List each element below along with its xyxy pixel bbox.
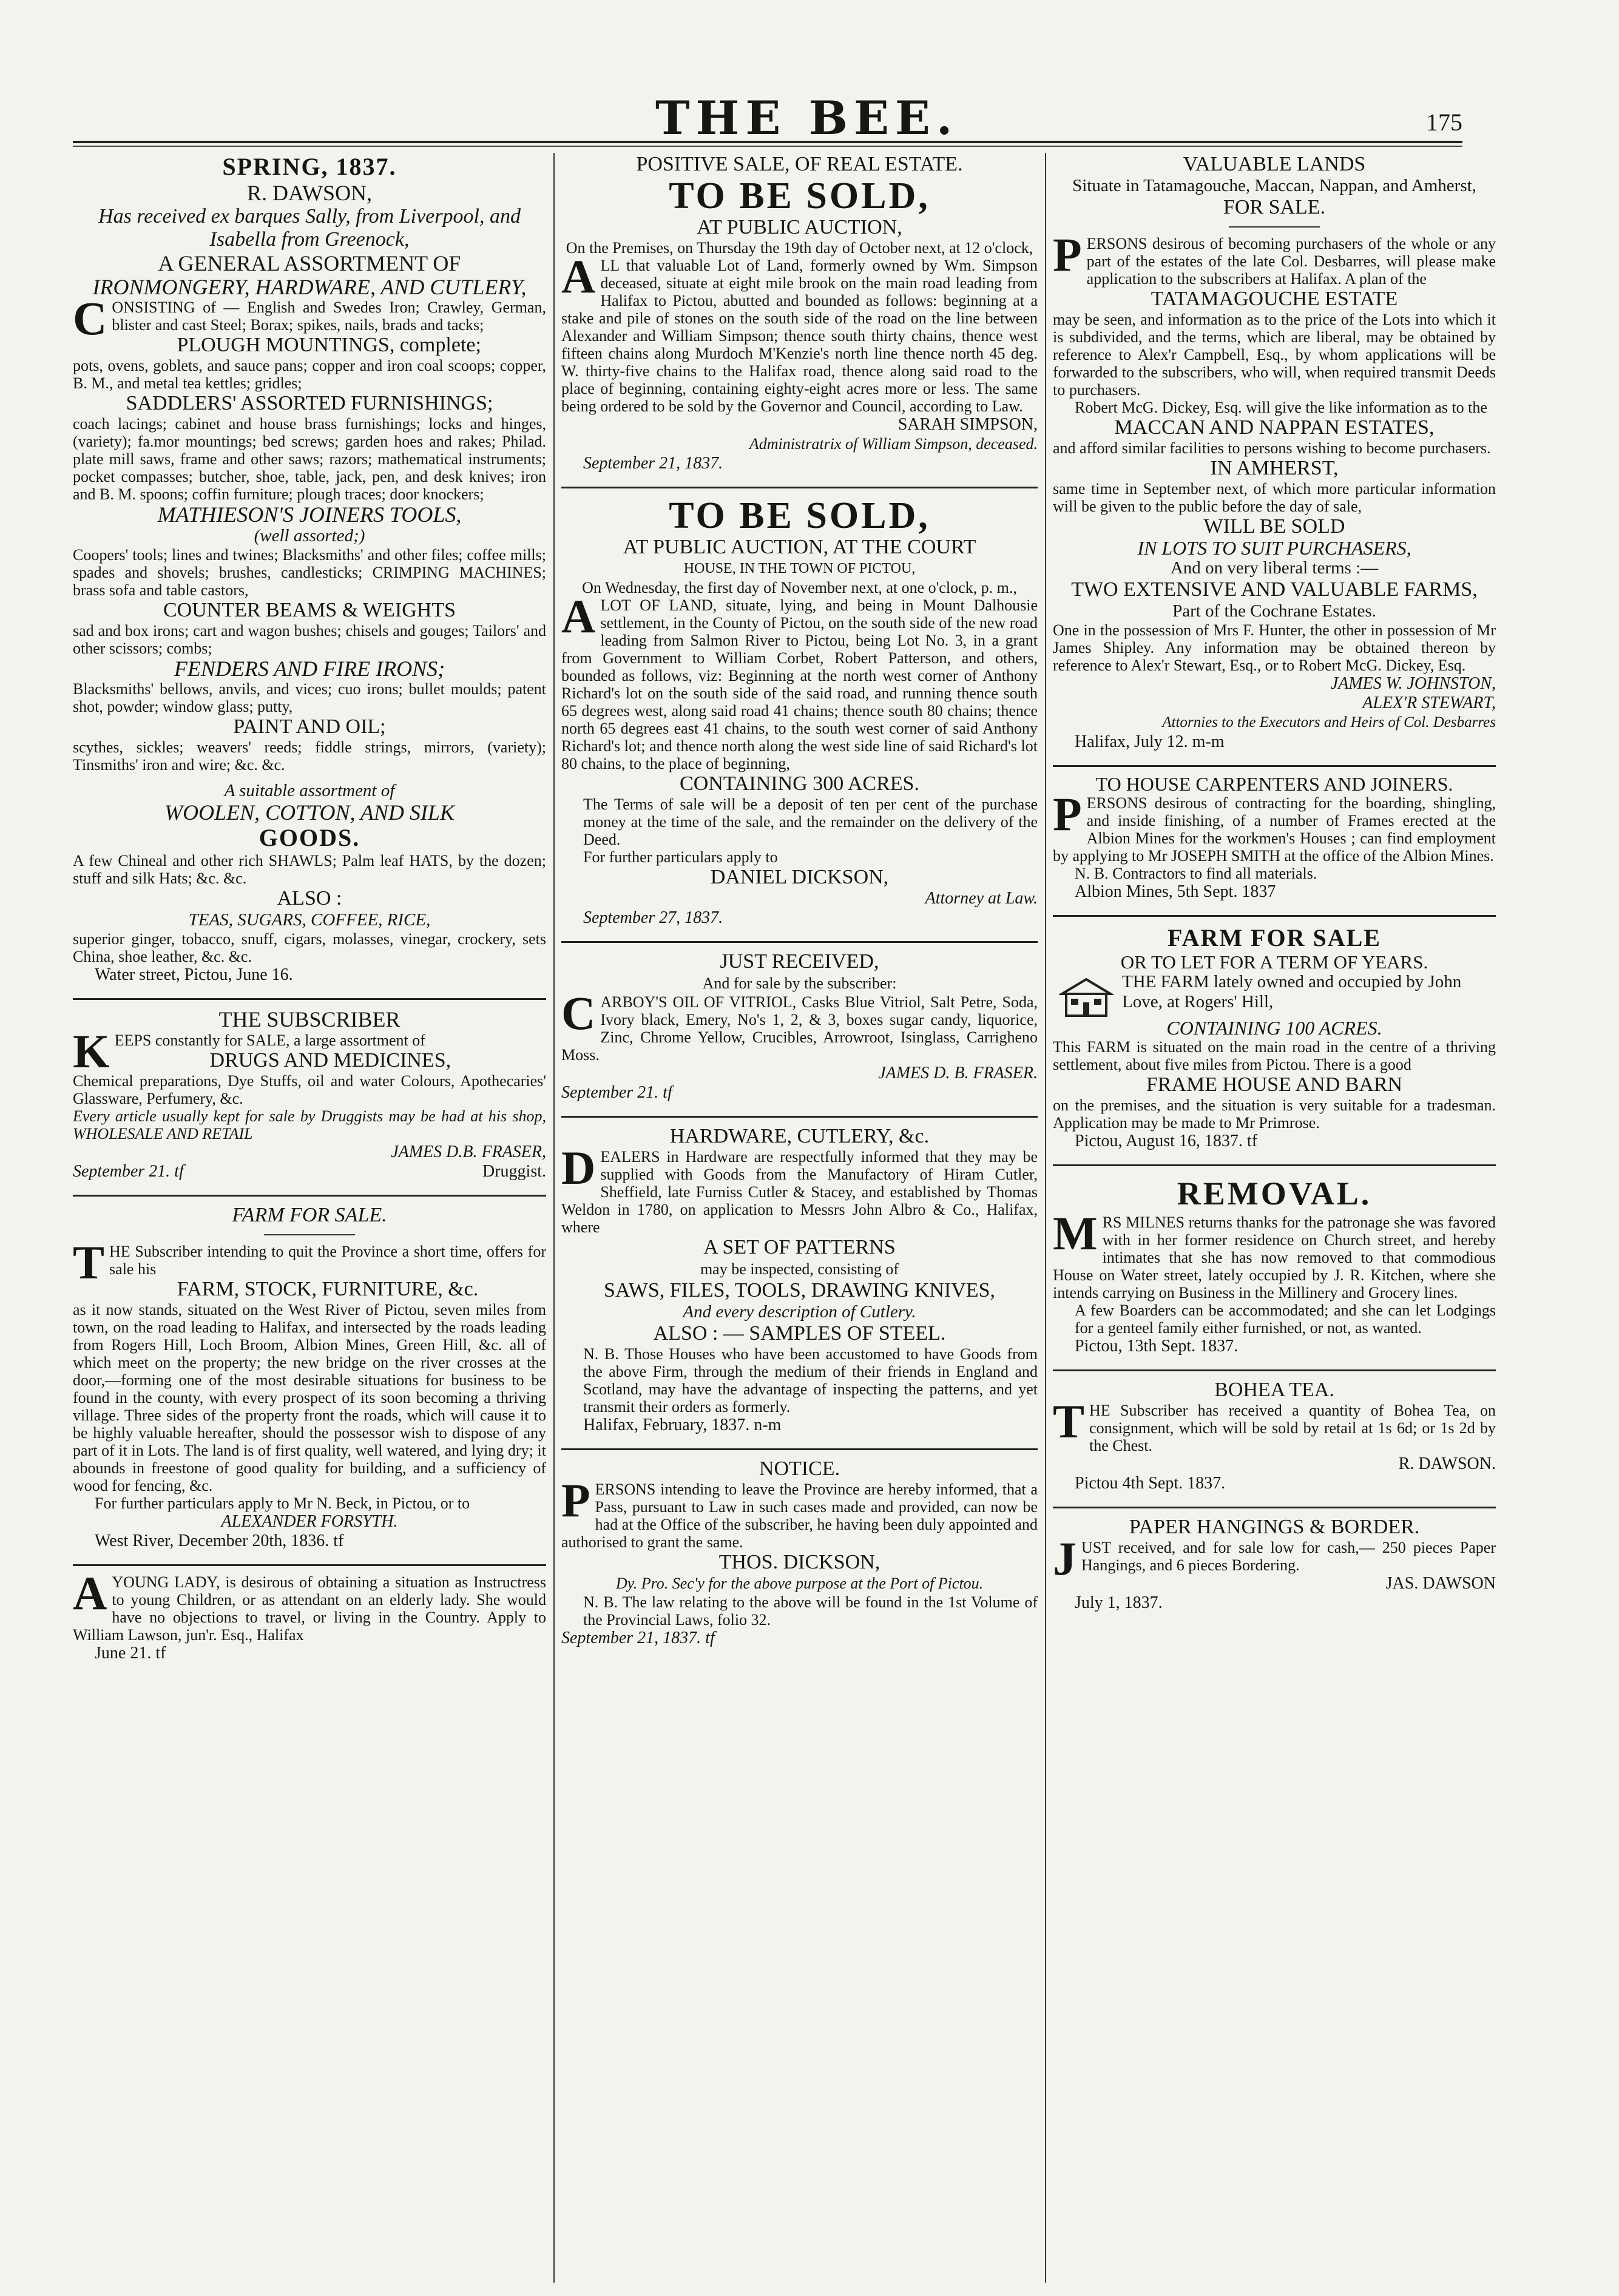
drop-cap: C (73, 292, 107, 345)
ad-rule (1229, 226, 1320, 228)
ad-signature: ALEX'R STEWART, (1362, 694, 1496, 712)
ad-subheading: SAWS, FILES, TOOLS, DRAWING KNIVES, (604, 1279, 995, 1302)
ad-signature: DANIEL DICKSON, (710, 866, 889, 888)
ad-note: (well assorted;) (254, 526, 365, 545)
ad-heading: SPRING, 1837. (222, 153, 397, 180)
ad-signature: JAS. DAWSON (1385, 1574, 1496, 1593)
ad-subheading: IRONMONGERY, HARDWARE, AND CUTLERY, (92, 275, 527, 299)
ad-subheading: And for sale by the subscriber: (702, 974, 897, 992)
ad-date: Albion Mines, 5th Sept. 1837 (1075, 882, 1276, 901)
ad-separator (1053, 1164, 1496, 1166)
ad-body: UST received, and for sale low for cash,— 250 pieces Paper Hangings, and 6 pieces Bordering. (1081, 1539, 1496, 1574)
ad-drugs (73, 1007, 546, 1187)
ad-body: Every article usually kept for sale by Druggists may be had at his shop, WHOLESALE AND RETAIL (73, 1107, 546, 1143)
drop-cap: T (1053, 1395, 1085, 1448)
ad-subheading: FENDERS AND FIRE IRONS; (174, 657, 445, 681)
ad-subheading: PLOUGH MOUNTINGS, complete; (177, 334, 481, 356)
drop-cap: A (561, 590, 596, 643)
ad-farm-for-sale (73, 1204, 546, 1557)
ad-subheading: SADDLERS' ASSORTED FURNISHINGS; (126, 392, 493, 414)
ad-subheading: ALSO : (277, 887, 342, 910)
ad-separator (1053, 1369, 1496, 1371)
ad-subheading: And on very liberal terms :— (1170, 558, 1379, 578)
drop-cap: P (561, 1474, 590, 1527)
ad-separator (73, 1195, 546, 1197)
ad-body: Blacksmiths' bellows, anvils, and vices; cuo irons; bullet moulds; patent shot, powder; window glass; putty, (73, 680, 546, 715)
ad-body: ONSISTING of — English and Swedes Iron; Crawley, German, blister and cast Steel; Borax; spikes, nails, brads and tacks; (112, 299, 546, 334)
house-icon (1059, 976, 1114, 1018)
ad-body: YOUNG LADY, is desirous of obtaining a situation as Instructress to young Children, or as attendant on an elderly lady. She would have no objections to travel, or living in the Country. Apply to William Lawson, jun'r. Esq., Halifax (73, 1573, 546, 1644)
ad-date: September 21, 1837. tf (561, 1629, 715, 1647)
ad-date: September 21. tf (561, 1083, 672, 1102)
column-right (1053, 153, 1496, 1619)
ad-body: as it now stands, situated on the West River of Pictou, seven miles from town, on the road leading to Halifax, and intersected by the roads leading from Rogers Hill, Loch Broom, Albion Mines, Green Hill, &c. all of which meet on the property; the new bridge on the river crosses at the door,—forming one of the most desirable situations for business to be found in the county, with every prospect of its soon becoming a thriving village. Three sides of the property front the roads, which will cause it to be highly valuable hereafter, should the possessor wish to dispose of any part of it in Lots. The land is of first quality, well watered, and lying dry; it abounds in freestone of good quality for building, and a sufficiency of wood for fencing, &c. (73, 1301, 546, 1494)
ad-signature: THOS. DICKSON, (718, 1551, 880, 1573)
ad-young-lady (73, 1567, 546, 1669)
ad-separator (1053, 765, 1496, 767)
ad-subheading: AT PUBLIC AUCTION, (697, 216, 902, 238)
ad-subheading: TATAMAGOUCHE ESTATE (1151, 288, 1398, 310)
ad-heading: HARDWARE, CUTLERY, &c. (669, 1125, 930, 1147)
ad-body: For further particulars apply to Mr N. Beck, in Pictou, or to (95, 1494, 470, 1512)
ad-heading: JUST RECEIVED, (720, 950, 879, 973)
ad-body: superior ginger, tobacco, snuff, cigars, molasses, vinegar, crockery, sets China, shoe leather, &c. &c. (73, 930, 546, 965)
ad-body: HE Subscriber intending to quit the Province a short time, offers for sale his (109, 1243, 546, 1278)
ad-subheading: PAINT AND OIL; (233, 715, 386, 738)
ad-when: On Wednesday, the first day of November next, at one o'clock, p. m., (582, 579, 1017, 596)
column-middle (561, 153, 1038, 1654)
ad-body: sad and box irons; cart and wagon bushes; chisels and gouges; Tailors' and other scissors; combs; (73, 622, 546, 657)
ad-date: June 21. tf (95, 1644, 166, 1663)
ad-spring-dawson (73, 153, 546, 991)
ad-subheading: CONTAINING 300 ACRES. (680, 772, 919, 795)
ad-date: Pictou 4th Sept. 1837. (1075, 1474, 1226, 1493)
ad-subheading: IN AMHERST, (1210, 457, 1339, 479)
ad-hardware-cutlery (561, 1125, 1038, 1441)
ad-signature: JAMES W. JOHNSTON, (1330, 674, 1496, 693)
ad-subheading: may be inspected, consisting of (700, 1260, 899, 1278)
ad-heading: THE SUBSCRIBER (218, 1007, 401, 1032)
ad-body: ERSONS desirous of becoming purchasers of the whole or any part of the estates of the late Col. Desbarres, will please make application to the subscribers at Halifax. A plan of the (1086, 235, 1496, 288)
ad-rule (264, 1234, 355, 1235)
ad-court-house-sale (561, 496, 1038, 934)
ad-signature: SARAH SIMPSON, (897, 415, 1038, 434)
ad-heading: REMOVAL. (1177, 1175, 1372, 1212)
ad-date: Halifax, February, 1837. n-m (583, 1416, 782, 1434)
ad-separator (561, 1116, 1038, 1118)
ad-role: Druggist. (482, 1162, 546, 1181)
ad-separator (1053, 915, 1496, 917)
drop-cap: J (1053, 1532, 1077, 1585)
ad-just-received (561, 950, 1038, 1109)
drop-cap: P (1053, 788, 1082, 840)
ad-subheading: COUNTER BEAMS & WEIGHTS (163, 599, 456, 621)
drop-cap: C (561, 987, 596, 1039)
ad-body: LL that valuable Lot of Land, formerly owned by Wm. Simpson deceased, situate at eight mile brook on the main road leading from Halifax to Pictou, abutted and bounded as follows: beginning at a stake and pile of stones on the south side of the road on the line between Alexander and William Simpson; thence south thirty chains, thence west fifteen chains along Murdoch M'Kenzie's north line thence north 45 deg. W. thirty-five chains to the Halifax road, thence along said road to the place of beginning, containing eighty-eight acres more or less. The same being ordered to be sold by the Governor and Council, according to Law. (561, 257, 1038, 415)
ad-house-carpenters (1053, 774, 1496, 908)
ad-body: scythes, sickles; weavers' reeds; fiddle strings, mirrors, (variety); Tinsmiths' iron and wire; &c. &c. (73, 738, 546, 774)
ad-body: and afford similar facilities to persons wishing to become purchasers. (1053, 439, 1491, 457)
newspaper-title: THE BEE. (655, 91, 959, 145)
drop-cap: A (561, 250, 596, 303)
ad-subheading: MATHIESON'S JOINERS TOOLS, (157, 502, 462, 527)
ad-tagline: Has received ex barques Sally, from Liverpool, and Isabella from Greenock, (98, 205, 521, 251)
ad-subheading: HOUSE, IN THE TOWN OF PICTOU, (683, 561, 916, 576)
ad-subheading: WOOLEN, COTTON, AND SILK (164, 800, 455, 825)
ad-role: Attorney at Law. (925, 889, 1038, 908)
ad-separator (561, 1448, 1038, 1450)
ad-subheading: A GENERAL ASSORTMENT OF (158, 251, 461, 275)
ad-subheading: Part of the Cochrane Estates. (1172, 601, 1376, 621)
ad-removal (1053, 1173, 1496, 1362)
ad-body: The Terms of sale will be a deposit of ten per cent of the purchase money at the time of the sale, and the remainder on the delivery of the Deed. (583, 795, 1038, 848)
ad-body: Chemical preparations, Dye Stuffs, oil and water Colours, Apothecaries' Glassware, Perfumery, &c. (73, 1072, 546, 1107)
ad-subheading: CONTAINING 100 ACRES. (1166, 1017, 1382, 1039)
ad-headline: TO BE SOLD, (669, 495, 930, 536)
ad-when: On the Premises, on Thursday the 19th day of October next, at 12 o'clock, (566, 239, 1033, 257)
ad-date: September 27, 1837. (583, 908, 723, 927)
ad-subheading: TEAS, SUGARS, COFFEE, RICE, (188, 910, 431, 930)
ad-heading: BOHEA TEA. (1214, 1379, 1334, 1401)
drop-cap: P (1053, 228, 1082, 281)
drop-cap: D (561, 1141, 596, 1194)
masthead (67, 91, 1462, 145)
ad-separator (561, 941, 1038, 943)
ad-note: A suitable assortment of (224, 781, 395, 800)
ad-body: Robert McG. Dickey, Esq. will give the like information as to the (1075, 399, 1487, 416)
ad-subheading: A SET OF PATTERNS (703, 1236, 896, 1258)
ad-body: EEPS constantly for SALE, a large assortment of (114, 1032, 425, 1049)
ad-body: A few Boarders can be accommodated; and she can let Lodgings for a genteel family either furnished, or not, as wanted. (1075, 1302, 1496, 1337)
ad-date: Pictou, August 16, 1837. tf (1075, 1132, 1258, 1150)
ad-subheading: WILL BE SOLD (1203, 515, 1345, 538)
ad-date: Pictou, 13th Sept. 1837. (1075, 1337, 1239, 1356)
ad-body: One in the possession of Mrs F. Hunter, the other in possession of Mr James Shipley. Any information may be obtained thereon by reference to Alex'r Stewart, Esq., or to Robert McG. Dickey, Esq. (1053, 621, 1496, 674)
ad-role: Administratrix of William Simpson, deceased. (749, 435, 1038, 453)
ad-body: N. B. The law relating to the above will be found in the 1st Volume of the Provincial Laws, folio 32. (583, 1593, 1038, 1629)
column-left (73, 153, 546, 1669)
ad-bohea-tea (1053, 1379, 1496, 1499)
ad-body: RS MILNES returns thanks for the patronage she was favored with in her former residence on Church street, and hereby intimates that she has now removed to that commodious House on Water street, lately occupied by J. R. Kitchen, where she intends carrying on Business in the Millinery and Grocery lines. (1053, 1214, 1496, 1302)
drop-cap: A (73, 1567, 107, 1619)
header-rule (73, 141, 1462, 147)
ad-footer: West River, December 20th, 1836. tf (95, 1531, 344, 1550)
ad-subheading: FRAME HOUSE AND BARN (1146, 1073, 1403, 1096)
ad-body: on the premises, and the situation is very suitable for a tradesman. Application may be made to Mr Primrose. (1053, 1096, 1496, 1132)
ad-body: LOT OF LAND, situate, lying, and being in Mount Dalhousie settlement, in the County of Pictou, on the south side of the new road leading from Salmon River to Pictou, being Lot No. 3, in a grant from Government to William Corbet, Robert Patterson, and others, bounded as follows, viz: Beginning at the north west corner of Anthony Richard's lot on the south side of the said road, and running thence south 65 degrees west, along said road 41 chains; thence south 80 chains; thence north 65 degrees east 41 chains, to the south west corner of said Anthony Richard's lot; and thence north along the west side line of said Richard's lot 80 chains, to the place of beginning, (561, 596, 1038, 772)
ad-paper-hangings (1053, 1516, 1496, 1619)
column-divider (553, 153, 555, 2283)
ad-subheading: FOR SALE. (1223, 196, 1326, 218)
ad-subheading: TWO EXTENSIVE AND VALUABLE FARMS, (1071, 578, 1478, 601)
ad-footer: Water street, Pictou, June 16. (95, 965, 293, 984)
ad-body: pots, ovens, goblets, and sauce pans; copper and iron coal scoops; copper, B. M., and metal tea kettles; gridles; (73, 357, 546, 392)
ad-body: Coopers' tools; lines and twines; Blacksmiths' and other files; coffee mills; spades and shovels; brushes, candlesticks; CRIMPING MACHINES; brass sofa and table castors, (73, 546, 546, 599)
drop-cap: T (73, 1236, 105, 1289)
column-divider (1045, 153, 1046, 2283)
ad-body: A few Chineal and other rich SHAWLS; Palm leaf HATS, by the dozen; stuff and silk Hats; &c. &c. (73, 852, 546, 887)
ad-signature: R. DAWSON. (1398, 1454, 1496, 1473)
ad-date: September 21. tf (73, 1162, 184, 1181)
ad-body: This FARM is situated on the main road in the centre of a thriving settlement, about five miles from Pictou. There is a good (1053, 1038, 1496, 1073)
ad-role: Dy. Pro. Sec'y for the above purpose at the Port of Pictou. (615, 1575, 984, 1592)
ad-body: ARBOY'S OIL OF VITRIOL, Casks Blue Vitriol, Salt Petre, Soda, Ivory black, Emery, No's 1, 2, & 3, boxes sugar candy, liquorice, Zinc, Chrome Yellow, Crucibles, Arrowroot, Isinglass, Carrigheno Moss. (561, 993, 1038, 1064)
ad-date: Halifax, July 12. m-m (1075, 732, 1225, 751)
ad-signature: JAMES D. B. FRASER. (878, 1064, 1038, 1082)
ad-body: ERSONS intending to leave the Province are hereby informed, that a Pass, pursuant to Law in such cases made and provided, can now be had at the Office of the subscriber, he having been duly appointed and authorised to grant the same. (561, 1481, 1038, 1551)
ad-subheading: OR TO LET FOR A TERM OF YEARS. (1120, 951, 1428, 973)
ad-notice (561, 1457, 1038, 1654)
drop-cap: K (73, 1025, 110, 1078)
ad-heading: POSITIVE SALE, OF REAL ESTATE. (636, 153, 963, 175)
ad-heading: FARM FOR SALE (1168, 924, 1381, 951)
ad-subheading: IN LOTS TO SUIT PURCHASERS, (1137, 537, 1411, 559)
drop-cap: M (1053, 1207, 1098, 1260)
ad-positive-sale (561, 153, 1038, 479)
ad-role: Attornies to the Executors and Heirs of Col. Desbarres (1162, 714, 1496, 731)
page-number: 175 (1426, 109, 1462, 136)
ad-subheading: MACCAN AND NAPPAN ESTATES, (1114, 416, 1435, 439)
ad-body: ERSONS desirous of contracting for the boarding, shingling, and inside finishing, of a number of Frames erected at the Albion Mines for the workmen's Houses ; can find employment by applying to Mr JOSEPH SMITH at the office of the Albion Mines. (1053, 794, 1496, 865)
ad-valuable-lands (1053, 153, 1496, 758)
ad-farm-for-sale-or-let (1053, 924, 1496, 1157)
ad-subheading: AT PUBLIC AUCTION, AT THE COURT (623, 536, 976, 558)
ad-date: September 21, 1837. (583, 454, 723, 473)
ad-heading: VALUABLE LANDS (1183, 153, 1366, 175)
ad-body: HE Subscriber has received a quantity of Bohea Tea, on consignment, which will be sold by retail at 1s 6d; or 1s 2d by the Chest. (1089, 1402, 1496, 1454)
ad-separator (561, 487, 1038, 488)
ad-body: N. B. Those Houses who have been accustomed to have Goods from the above Firm, through the medium of their friends in England and Scotland, may have the advantage of inspecting the patterns, and yet transmit their orders as formerly. (583, 1345, 1038, 1416)
ad-subheading: GOODS. (259, 824, 360, 851)
ad-body: coach lacings; cabinet and house brass furnishings; locks and hinges, (variety); fa.mor mountings; bed screws; garden hoes and rakes; Philad. plate mill saws, frame and other saws; razors; mathematical instruments; pocket compasses; butcher, shoe, table, jack, pen, and desk knives; iron and B. M. spoons; coffin furniture; plough traces; door knockers; (73, 415, 546, 503)
ad-heading: NOTICE. (759, 1457, 840, 1480)
ad-subheading: FARM, STOCK, FURNITURE, &c. (177, 1278, 479, 1300)
ad-body: N. B. Contractors to find all materials. (1075, 865, 1317, 882)
ad-body: THE FARM lately owned and occupied by John Love, at Rogers' Hill, (1122, 972, 1462, 1011)
ad-headline: TO BE SOLD, (669, 175, 930, 217)
ad-body: may be seen, and information as to the price of the Lots into which it is subdivided, and the terms, which are liberal, may be obtained by reference to Alex'r Campbell, Esq., by whom applications will be forwarded to the subscribers, who will, when required transmit Deeds to purchasers. (1053, 311, 1496, 399)
ad-heading: TO HOUSE CARPENTERS AND JOINERS. (1095, 773, 1453, 795)
ad-date: July 1, 1837. (1075, 1593, 1163, 1612)
ad-separator (73, 1564, 546, 1566)
ad-subheading: And every description of Cutlery. (683, 1302, 916, 1322)
ad-heading: FARM FOR SALE. (232, 1204, 387, 1226)
ad-subheading: Situate in Tatamagouche, Maccan, Nappan, and Amherst, (1072, 176, 1476, 195)
ad-subheading: DRUGS AND MEDICINES, (209, 1049, 451, 1072)
merchant-name: R. DAWSON, (246, 181, 373, 205)
ad-heading: PAPER HANGINGS & BORDER. (1129, 1516, 1420, 1538)
ad-signature: ALEXANDER FORSYTH. (221, 1512, 398, 1531)
ad-body: EALERS in Hardware are respectfully informed that they may be supplied with Goods from the Manufactory of Hiram Cutler, Sheffield, late Furniss Cutler & Stacey, and established by Thomas Weldon in 1780, on application to Messrs John Albro & Co., Halifax, where (561, 1148, 1038, 1236)
ad-separator (73, 998, 546, 1000)
ad-signature: JAMES D.B. FRASER, (391, 1143, 546, 1161)
ad-body: For further particulars apply to (583, 848, 778, 866)
ad-body: same time in September next, of which more particular information will be given to the public before the day of sale, (1053, 480, 1496, 515)
ad-separator (1053, 1507, 1496, 1508)
ad-subheading: ALSO : — SAMPLES OF STEEL. (653, 1322, 946, 1345)
